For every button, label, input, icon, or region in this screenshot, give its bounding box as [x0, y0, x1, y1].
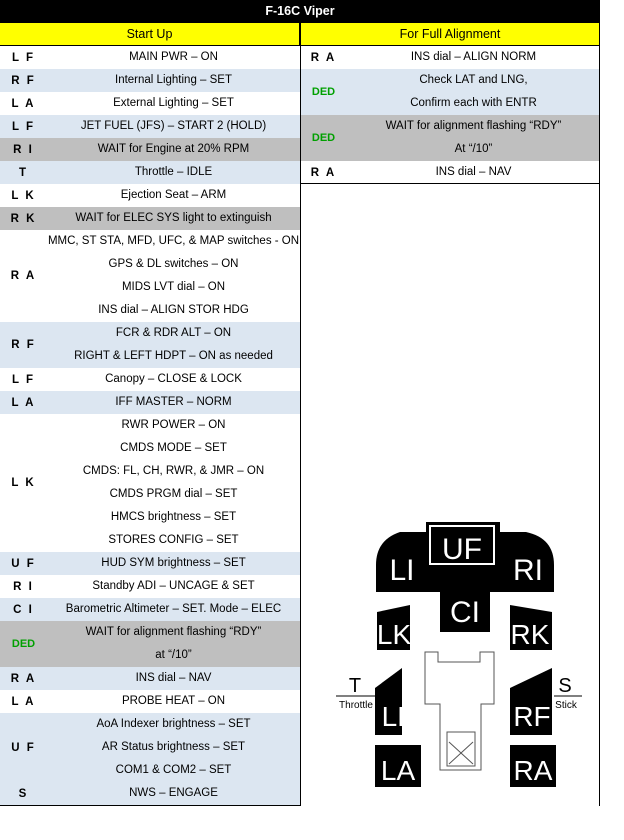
checklist-group: [300, 46, 600, 69]
checklist-steps: [47, 713, 300, 782]
position-code: S: [18, 787, 29, 800]
position-code: R A: [10, 672, 37, 685]
checklist-step: Throttle – IDLE: [134, 166, 213, 178]
checklist-step: IFF MASTER – NORM: [115, 396, 232, 408]
checklist-group: [0, 621, 300, 667]
checklist-step: JET FUEL (JFS) – START 2 (HOLD): [80, 120, 267, 132]
checklist-step: Internal Lighting – SET: [115, 74, 232, 86]
checklist-step: RWR POWER – ON: [121, 419, 226, 431]
checklist-step: INS dial – ALIGN NORM: [410, 51, 537, 63]
column-divider: [300, 23, 301, 806]
checklist-steps: [47, 368, 300, 391]
position-code: L F: [11, 51, 36, 64]
stick-box: [447, 732, 475, 766]
zone-label-la: LA: [380, 755, 416, 786]
checklist-steps: [47, 138, 300, 161]
checklist-step: At “/10”: [454, 143, 493, 155]
start-up-header: Start Up: [0, 23, 300, 46]
checklist-group: [0, 92, 300, 115]
checklist-step: INS dial – NAV: [435, 166, 512, 178]
position-code: R I: [13, 580, 34, 593]
checklist-group: [0, 368, 300, 391]
checklist-steps: [47, 230, 300, 322]
position-code: DED: [11, 638, 36, 650]
checklist-group: [0, 46, 300, 69]
zone-label-lf: LF: [381, 701, 415, 732]
checklist-group: [300, 161, 600, 184]
throttle-letter: T: [348, 675, 362, 697]
stick-label: Stick: [555, 700, 577, 711]
checklist-step: HMCS brightness – SET: [110, 511, 237, 523]
zone-label-rf: RF: [513, 701, 551, 732]
checklist-group: [0, 713, 300, 782]
position-code: C I: [13, 603, 34, 616]
checklist-step: PROBE HEAT – ON: [121, 695, 226, 707]
checklist-steps: [47, 184, 300, 207]
position-code: R F: [11, 339, 36, 351]
checklist-steps: [47, 391, 300, 414]
checklist-group: [0, 690, 300, 713]
checklist-step: RIGHT & LEFT HDPT – ON as needed: [74, 350, 273, 362]
checklist-group: [0, 207, 300, 230]
checklist-steps: [47, 782, 300, 805]
checklist-step: Ejection Seat – ARM: [120, 189, 227, 201]
position-code: DED: [311, 132, 336, 144]
checklist-steps: [47, 322, 300, 368]
right-table-bottom-rule: [300, 183, 600, 184]
checklist-step: HUD SYM brightness – SET: [101, 557, 246, 569]
zone-label-uf: UF: [442, 533, 482, 566]
checklist-step: Canopy – CLOSE & LOCK: [105, 373, 242, 385]
checklist-group: [0, 391, 300, 414]
checklist-step: INS dial – NAV: [135, 672, 212, 684]
cockpit-zone-diagram: [330, 520, 590, 790]
position-code: R F: [11, 74, 36, 87]
checklist-steps: [47, 552, 300, 575]
checklist-steps: [47, 667, 300, 690]
checklist-step: MAIN PWR – ON: [129, 51, 218, 63]
left-bottom-rule: [0, 805, 300, 806]
position-code: L A: [11, 396, 36, 409]
full-alignment-list: [300, 46, 600, 184]
position-code: L A: [11, 695, 36, 708]
checklist-group: [0, 598, 300, 621]
checklist-steps: [47, 161, 300, 184]
checklist-group: [0, 184, 300, 207]
checklist-step: NWS – ENGAGE: [129, 787, 218, 799]
checklist-steps: [47, 690, 300, 713]
checklist-step: INS dial – ALIGN STOR HDG: [98, 304, 249, 316]
checklist-group: [0, 115, 300, 138]
position-code: R A: [310, 166, 337, 179]
checklist-steps: [47, 621, 300, 667]
position-code: L A: [11, 97, 36, 110]
checklist-group: [0, 782, 300, 805]
checklist-step: FCR & RDR ALT – ON: [115, 327, 232, 339]
checklist-step: Standby ADI – UNCAGE & SET: [92, 580, 255, 592]
checklist-step: GPS & DL switches – ON: [108, 258, 239, 270]
position-code: R A: [10, 270, 37, 282]
checklist-step: External Lighting – SET: [113, 97, 234, 109]
checklist-group: [0, 322, 300, 368]
checklist-group: [0, 230, 300, 322]
checklist-step: Check LAT and LNG,: [419, 74, 528, 86]
checklist-group: [0, 552, 300, 575]
checklist-steps: [347, 115, 600, 161]
checklist-group: [0, 414, 300, 552]
page-title: F-16C Viper: [0, 0, 600, 23]
position-code: L F: [11, 373, 36, 386]
checklist-step: COM1 & COM2 – SET: [115, 764, 232, 776]
zone-label-lk: LK: [376, 619, 412, 650]
position-code: R A: [310, 51, 337, 64]
checklist-steps: [47, 46, 300, 69]
checklist-step: WAIT for Engine at 20% RPM: [97, 143, 250, 155]
checklist-step: AR Status brightness – SET: [101, 741, 246, 753]
checklist-group: [300, 69, 600, 115]
throttle-label: Throttle: [339, 700, 373, 711]
checklist-step: Barometric Altimeter – SET. Mode – ELEC: [65, 603, 282, 615]
checklist-steps: [47, 115, 300, 138]
position-code: U F: [11, 557, 36, 570]
checklist-step: WAIT for alignment flashing “RDY”: [385, 120, 562, 132]
position-code: L K: [11, 477, 36, 489]
zone-label-ri: RI: [513, 554, 543, 587]
checklist-group: [0, 138, 300, 161]
checklist-step: AoA Indexer brightness – SET: [96, 718, 251, 730]
zone-label-ra: RA: [513, 755, 553, 786]
checklist-steps: [47, 207, 300, 230]
position-code: U F: [11, 741, 36, 754]
checklist-step: WAIT for alignment flashing “RDY”: [85, 626, 262, 638]
checklist-steps: [47, 92, 300, 115]
position-code: T: [18, 166, 29, 179]
checklist-step: MIDS LVT dial – ON: [121, 281, 226, 293]
position-code: R I: [13, 143, 34, 156]
zone-label-li: LI: [389, 554, 415, 587]
checklist-steps: [347, 161, 600, 184]
checklist-step: Confirm each with ENTR: [410, 97, 537, 109]
checklist-steps: [347, 69, 600, 115]
zone-label-rk: RK: [510, 619, 550, 650]
checklist-step: MMC, ST STA, MFD, UFC, & MAP switches - ON: [47, 235, 300, 247]
position-code: L K: [11, 189, 36, 202]
full-alignment-header: For Full Alignment: [300, 23, 600, 46]
checklist-step: CMDS PRGM dial – SET: [109, 488, 238, 500]
checklist-step: at “/10”: [155, 649, 192, 661]
checklist-steps: [47, 414, 300, 552]
position-code: R K: [10, 212, 37, 225]
checklist-group: [0, 161, 300, 184]
checklist-group: [300, 115, 600, 161]
position-code: L F: [11, 120, 36, 133]
checklist-step: WAIT for ELEC SYS light to extinguish: [75, 212, 272, 224]
checklist-step: STORES CONFIG – SET: [108, 534, 239, 546]
checklist-steps: [47, 69, 300, 92]
checklist-step: CMDS: FL, CH, RWR, & JMR – ON: [82, 465, 265, 477]
zone-label-ci: CI: [450, 596, 480, 629]
checklist-steps: [347, 46, 600, 69]
checklist-steps: [47, 575, 300, 598]
stick-letter: S: [558, 675, 572, 697]
right-border: [599, 23, 600, 806]
checklist-step: CMDS MODE – SET: [120, 442, 227, 454]
checklist-steps: [47, 598, 300, 621]
checklist-group: [0, 69, 300, 92]
start-up-list: [0, 46, 300, 805]
checklist-group: [0, 575, 300, 598]
checklist-group: [0, 667, 300, 690]
position-code: DED: [311, 86, 336, 98]
